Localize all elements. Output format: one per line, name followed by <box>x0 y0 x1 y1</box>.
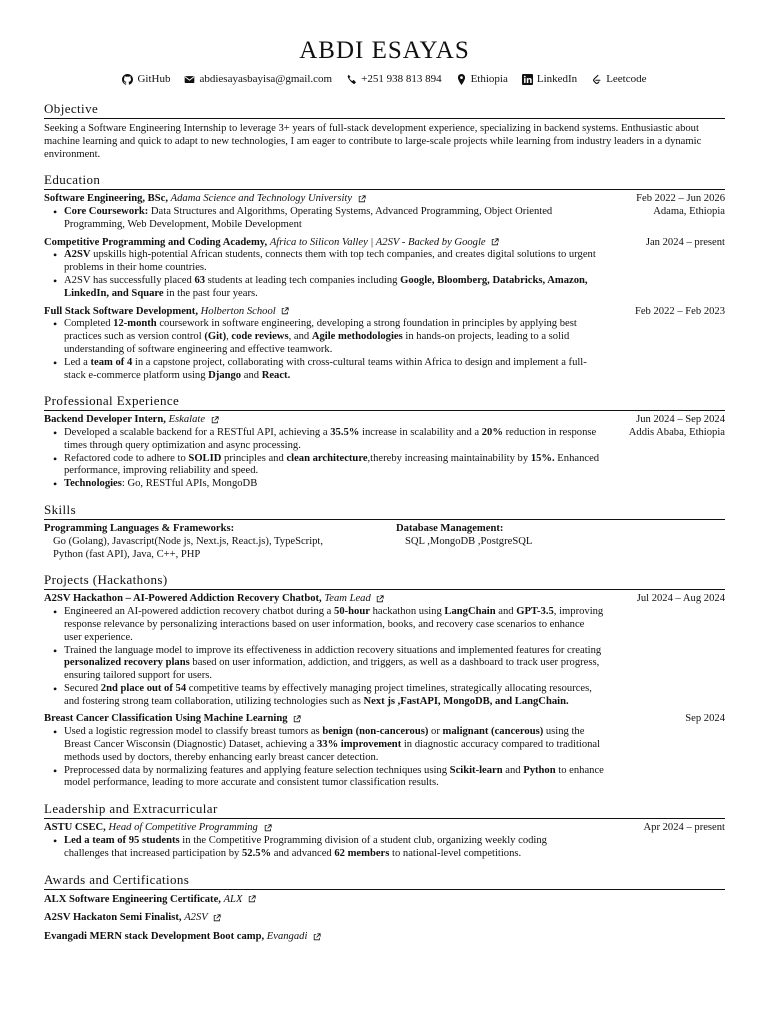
objective-text: Seeking a Software Engineering Internship to leverage 3+ years of full-stack development experience, specializing in backend systems. Enthusiastic about machine learning and quick to adapt to new technologies, I am eager to contribute to large-scale projects while learning from industry leaders in a dynamic environment. <box>44 123 702 160</box>
github-icon <box>122 74 133 85</box>
list-item: • Used a logistic regression model to classify breast tumors as benign (non-cancerous) or malignant (cancerous) using the Breast Cancer Wisconsin (Diagnostic) Dataset, achieving a 33% improvement in diagnostic accuracy compared to traditional methods used by doctors, thereby enhancing early breast cancer detection. <box>64 726 604 764</box>
award-item-alx <box>44 894 725 907</box>
leetcode-link[interactable] <box>591 71 646 87</box>
entry-date: Jan 2024 – present <box>645 236 725 248</box>
location-label: Ethiopia <box>470 73 508 85</box>
candidate-name: ABDI ESAYAS <box>299 37 470 64</box>
entry-date: Feb 2022 – Feb 2023 <box>634 305 725 317</box>
award-item-a2sv <box>44 912 725 925</box>
entry-date: Feb 2022 – Jun 2026 <box>636 193 725 205</box>
entry-title: Breast Cancer Classification Using Machine Learning <box>44 713 288 725</box>
location <box>456 71 508 87</box>
award-item-evangadi <box>44 931 725 944</box>
award-org: Evangadi <box>266 931 308 943</box>
entry-org: Eskalate <box>168 414 206 426</box>
list-item: • Refactored code to adhere to SOLID principles and clean architecture,thereby increasing maintainability by 15%. Enhanced performance, improving reliability and speed. <box>64 453 604 479</box>
skills-database-label: Database Management: <box>396 522 504 534</box>
external-link-icon[interactable] <box>264 824 272 832</box>
list-item: • A2SV has successfully placed 63 students at leading tech companies including Google, Bloomberg, Databricks, Amazon, LinkedIn, and Square in the past four years. <box>64 275 604 301</box>
entry-title: Backend Developer Intern, <box>44 414 166 426</box>
github-label: GitHub <box>137 73 171 85</box>
external-link-icon[interactable] <box>313 933 321 941</box>
experience-entry-eskalate <box>44 414 725 491</box>
award-title: Evangadi MERN stack Development Boot camp, <box>44 931 265 943</box>
entry-title: Full Stack Software Development, <box>44 305 198 317</box>
entry-role: Team Lead <box>324 593 371 605</box>
project-entry-chatbot <box>44 593 725 708</box>
entry-date: Jun 2024 – Sep 2024 <box>636 414 725 426</box>
skills-heading: Skills <box>44 502 725 520</box>
award-title: ALX Software Engineering Certificate, <box>44 893 221 905</box>
skills-block <box>44 523 725 561</box>
external-link-icon[interactable] <box>248 895 256 903</box>
entry-role: Head of Competitive Programming <box>108 822 258 834</box>
leadership-entry-csec <box>44 822 725 860</box>
award-title: A2SV Hackaton Semi Finalist, <box>44 912 182 924</box>
phone-label: +251 938 813 894 <box>361 73 442 85</box>
award-org: ALX <box>223 893 243 905</box>
entry-org: Adama Science and Technology University <box>170 193 353 205</box>
education-heading: Education <box>44 172 725 190</box>
education-entry-a2sv <box>44 237 725 301</box>
resume-page <box>44 36 725 944</box>
skills-languages-line1: Go (Golang), Javascript(Node js, Next.js, React.js), TypeScript, <box>53 535 324 547</box>
map-pin-icon <box>456 74 467 85</box>
linkedin-icon <box>522 74 533 85</box>
email-label: abdiesayasbayisa@gmail.com <box>199 73 333 85</box>
education-entry-bsc <box>44 193 725 231</box>
entry-date: Jul 2024 – Aug 2024 <box>636 593 725 605</box>
list-item: • Core Coursework: Data Structures and Algorithms, Operating Systems, Advanced Programming, Object Oriented Programming, Web Development, Mobile Development <box>64 206 604 232</box>
leetcode-icon <box>591 74 602 85</box>
phone-icon <box>346 74 357 85</box>
list-item: • Secured 2nd place out of 54 competitive teams by effectively managing project timelines, strategically allocating resources, and fostering strong team collaboration, utilizing technologies such as Next js ,FastAPI, MongoDB, and LangChain. <box>64 683 604 709</box>
external-link-icon[interactable] <box>281 307 289 315</box>
github-link[interactable] <box>122 71 170 87</box>
entry-org: Holberton School <box>200 305 276 317</box>
list-item: • Led a team of 4 in a capstone project, collaborating with cross-cultural teams within Africa to design and implement a full-stack e-commerce platform using Django and React. <box>64 357 604 383</box>
education-entry-holberton <box>44 306 725 383</box>
list-item: • A2SV upskills high-potential African students, connects them with top tech companies, and creates digital solutions to urgent problems in their home countries. <box>64 249 604 275</box>
entry-date: Apr 2024 – present <box>643 822 725 834</box>
skills-languages-label: Programming Languages & Frameworks: <box>44 522 235 534</box>
entry-title: Competitive Programming and Coding Academy, <box>44 236 268 248</box>
awards-heading: Awards and Certifications <box>44 872 725 890</box>
objective-heading: Objective <box>44 101 725 119</box>
leadership-heading: Leadership and Extracurricular <box>44 801 725 819</box>
entry-title: ASTU CSEC, <box>44 822 106 834</box>
list-item: • Preprocessed data by normalizing features and applying feature selection techniques using Scikit-learn and Python to enhance model performance, leading to more accurate and consistent tumor classification results. <box>64 765 604 791</box>
external-link-icon[interactable] <box>213 914 221 922</box>
projects-heading: Projects (Hackathons) <box>44 572 725 590</box>
leetcode-label: Leetcode <box>606 73 647 85</box>
entry-place: Adama, Ethiopia <box>653 206 725 218</box>
contact-bar <box>44 71 725 87</box>
entry-title: Software Engineering, BSc, <box>44 193 168 205</box>
list-item: • Trained the language model to improve its effectiveness in addiction recovery situations and implemented features for creating personalized recovery plans based on user information, addiction, and triggers, as well as a dashboard to track user progress, ensuring tailored support for users. <box>64 645 604 683</box>
skills-languages-line2: Python (fast API), Java, C++, PHP <box>53 548 201 560</box>
email-link[interactable] <box>184 71 332 87</box>
linkedin-label: LinkedIn <box>536 73 578 85</box>
linkedin-link[interactable] <box>522 71 577 87</box>
external-link-icon[interactable] <box>491 238 499 246</box>
external-link-icon[interactable] <box>211 416 219 424</box>
experience-heading: Professional Experience <box>44 393 725 411</box>
external-link-icon[interactable] <box>376 595 384 603</box>
list-item: • Technologies: Go, RESTful APIs, MongoDB <box>64 478 604 491</box>
list-item: • Led a team of 95 students in the Competitive Programming division of a student club, organizing weekly coding challenges that increased participation by 52.5% and advanced 62 members to national-level competitions. <box>64 835 584 861</box>
skills-database-value: SQL ,MongoDB ,PostgreSQL <box>405 535 533 547</box>
entry-date: Sep 2024 <box>685 713 725 725</box>
external-link-icon[interactable] <box>358 195 366 203</box>
entry-org: Africa to Silicon Valley | A2SV - Backed by Google <box>269 236 486 248</box>
external-link-icon[interactable] <box>293 715 301 723</box>
phone-link[interactable] <box>346 71 441 87</box>
award-org: A2SV <box>184 912 208 924</box>
entry-place: Addis Ababa, Ethiopia <box>628 427 725 439</box>
envelope-icon <box>184 74 195 85</box>
list-item: • Developed a scalable backend for a RESTful API, achieving a 35.5% increase in scalability and a 20% reduction in response times through query optimization and async processing. <box>64 427 604 453</box>
list-item: • Engineered an AI-powered addiction recovery chatbot during a 50-hour hackathon using LangChain and GPT-3.5, improving response relevance by personalizing interactions based on user information, books, and recovery case scenarios to enhance user experience. <box>64 606 604 644</box>
list-item: • Completed 12-month coursework in software engineering, developing a strong foundation in principles by applying best practices such as version control (Git), code reviews, and Agile methodologies in hands-on projects, leading to a solid understanding of software engineering and effective teamwork. <box>64 318 604 356</box>
project-entry-breast-cancer <box>44 713 725 790</box>
entry-title: A2SV Hackathon – AI-Powered Addiction Recovery Chatbot, <box>44 593 322 605</box>
